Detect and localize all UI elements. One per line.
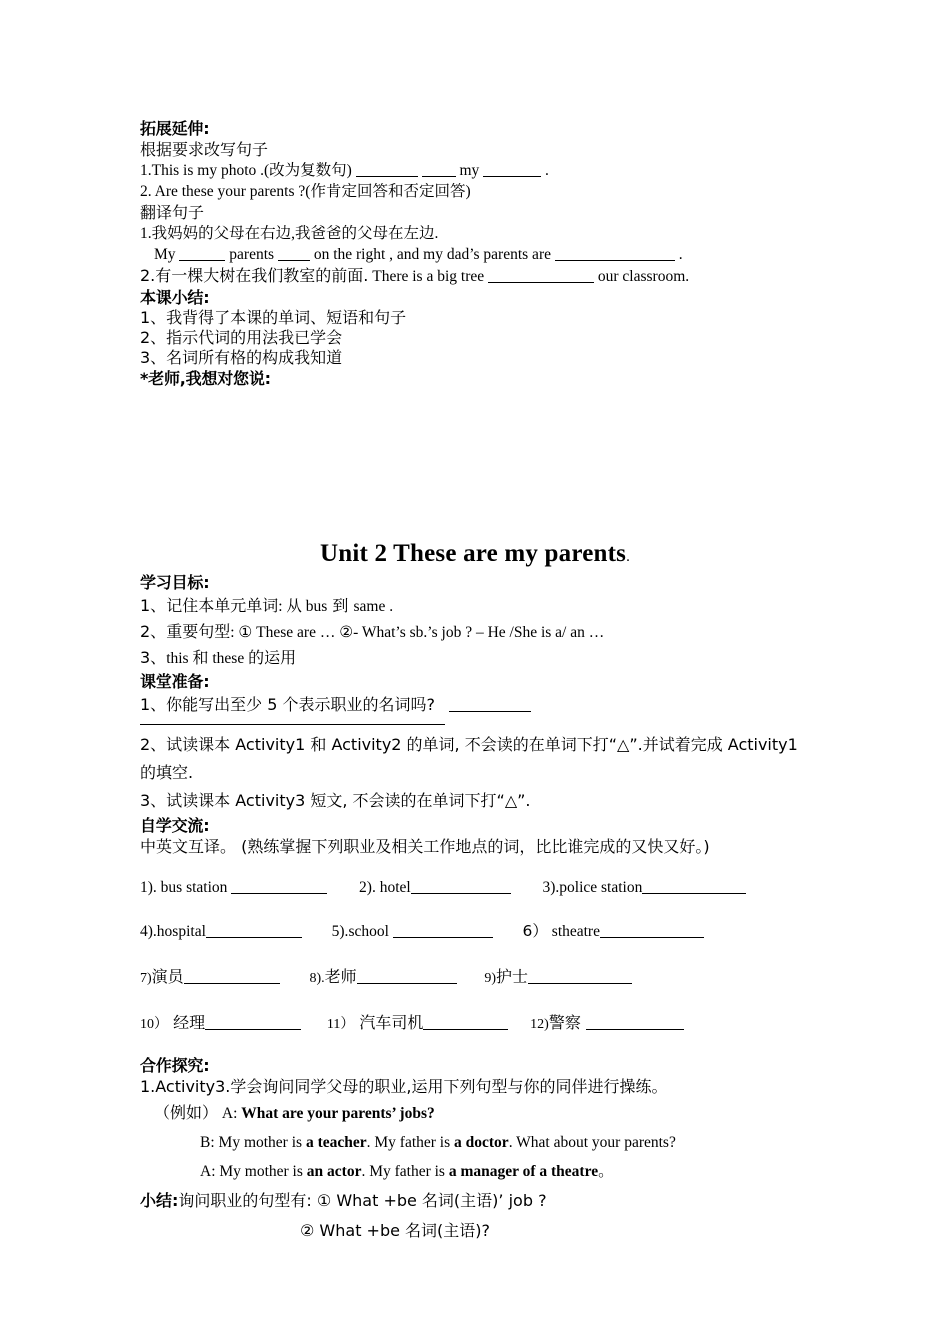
section-prepare [140,671,810,815]
dialog-speaker: B: [200,1133,219,1151]
dialog-speaker: A: [221,1104,242,1122]
goal-item-2-num: 2、 [140,622,167,641]
vocab-item-10-num: 10） [140,1017,168,1032]
dialog-line-a1 [140,1098,810,1128]
answer-blank[interactable] [231,879,327,894]
conclusion-text: 询问职业的句型有: ① What +be 名词(主语)’ job ? [178,1190,547,1210]
vocab-item-12-label: 警察 [548,1013,586,1032]
example-label: （例如） [154,1102,219,1122]
vocab-item-4-label: hospital [156,923,206,940]
vocab-row [140,873,810,902]
dialog-text: 。 [598,1161,614,1180]
goal-item-1-sep: : 从 [278,598,306,615]
summary-item: 3、名词所有格的构成我知道 [140,348,343,367]
extension-item-4 [140,265,810,287]
answer-blank[interactable] [528,969,632,984]
conclusion-text-2: ② What +be 名词(主语)? [300,1220,491,1240]
goal-item-1 [140,593,810,619]
section-summary [140,287,810,389]
goal-item-2 [140,619,810,645]
section-goals [140,572,810,671]
vocab-row [140,1008,810,1039]
answer-blank[interactable] [642,879,746,894]
goal-item-3-num: 3、 [140,648,167,667]
vocab-item-3-num: 3). [542,878,560,896]
answer-blank[interactable] [411,879,511,894]
goal-item-2-sep: : [230,624,239,641]
goal-item-3-en1: this [166,650,193,667]
extension-item-1 [140,160,810,181]
vocab-row [140,962,810,993]
answer-blank[interactable] [676,1016,684,1031]
dialog-text: . My father is [361,1162,449,1180]
answer-midtext: on the right , and my dad’s parents are [313,246,551,263]
dialog-text: My mother is [219,1162,307,1180]
selfstudy-intro: 中英文互译。 (熟练掌握下列职业及相关工作地点的词，比比谁完成的又快又好。) [140,837,710,856]
goal-item-1-cn2: 到 [327,596,354,615]
goal-item-3-cn2: 的运用 [248,648,297,667]
answer-blank[interactable] [488,269,594,284]
section-cooperate [140,1055,810,1246]
extension-instruction: 根据要求改写句子 [140,140,269,159]
answer-blank[interactable] [356,163,418,178]
vocab-item-8-label: 老师 [324,966,357,986]
vocab-item-9-num: 9) [484,970,497,986]
section-extension [140,118,810,287]
goal-item-1-en1: bus [305,598,328,615]
answer-blank[interactable] [586,1016,676,1031]
teacher-note-prompt: *老师,我想对您说: [140,369,271,388]
vocab-item-10-label: 经理 [168,1013,206,1032]
answer-blank[interactable] [449,698,531,713]
dialog-text-bold: a manager of a theatre [448,1162,599,1180]
page-title-text: Unit 2 These are my parents [319,540,627,567]
vocab-item-11-label: 汽车司机 [354,1013,424,1032]
goal-item-1-cn: 记住本单元单词 [166,596,279,615]
vocab-item-6-label: stheatre [547,923,600,940]
goal-item-3 [140,645,810,671]
answer-blank[interactable] [184,969,280,984]
conclusion-line-1 [140,1186,810,1216]
answer-blank[interactable] [422,163,456,178]
answer-blank[interactable] [483,163,541,178]
summary-item: 1、我背得了本课的单词、短语和句子 [140,308,407,327]
answer-blank[interactable] [206,924,302,939]
extension-item-3-answer [140,244,810,265]
extension-item-1-mid: my [459,162,480,179]
goal-item-1-num: 1、 [140,596,167,615]
extension-item-4-cn: 2.有一棵大树在我们教室的前面. [140,266,369,285]
dialog-text: . What about your parents? [508,1133,676,1151]
extension-translate-label: 翻译句子 [140,203,205,222]
answer-blank[interactable] [205,1016,301,1031]
prepare-item-2 [140,731,810,787]
dialog-text-bold: a teacher [305,1133,367,1151]
summary-item: 2、指示代词的用法我已学会 [140,328,343,347]
vocab-item-1-label: bus station [160,878,228,896]
extension-item-4-end: our classroom. [597,268,690,285]
vocab-item-8-num: 8). [309,970,325,986]
goal-item-1-en2: same . [353,598,394,615]
answer-blank[interactable] [600,924,704,939]
goal-item-2-cn: 重要句型 [166,622,231,641]
vocab-item-7-label: 演员 [151,966,184,986]
section-heading-extension: 拓展延伸: [140,119,210,138]
section-heading-summary: 本课小结: [140,288,210,307]
section-selfstudy [140,815,810,1039]
vocab-item-2-num: 2). [359,878,380,896]
answer-blank[interactable] [278,247,310,262]
vocab-item-3-label: police station [559,878,643,896]
prepare-item-1 [140,692,810,718]
vocab-item-12-num: 12) [530,1017,549,1032]
page-title-trailing-dot: . [626,549,631,565]
prepare-item-3 [140,787,810,815]
page-title [140,539,810,572]
blank-writing-area [140,389,810,539]
dialog-text: My mother is [218,1133,306,1151]
answer-blank[interactable] [179,247,225,262]
dialog-line-b [140,1128,810,1157]
answer-blank[interactable] [393,924,493,939]
goal-item-3-en2: these [208,650,249,667]
answer-prefix: My [154,246,176,263]
cooperate-task [140,1076,810,1098]
extension-item-2: 2. Are these your parents ?(作肯定回答和否定回答) [140,183,471,200]
vocab-item-5-label: school [348,923,393,940]
prepare-item-3-text: 3、试读课本 Activity3 短文, 不会读的在单词下打“△”. [140,791,531,810]
vocab-item-9-label: 护士 [496,966,529,986]
vocab-item-6-num: 6） [522,922,548,940]
section-heading-cooperate: 合作探究: [140,1055,210,1075]
prepare-item-1-text: 1、你能写出至少 5 个表示职业的名词吗? [140,695,436,714]
extension-item-3: 1.我妈妈的父母在右边,我爸爸的父母在左边. [140,225,439,242]
cooperate-task-text: 1.Activity3.学会询问同学父母的职业,运用下列句型与你的同伴进行操练。 [140,1076,668,1096]
dialog-speaker: A: [200,1162,220,1180]
vocab-item-5-num: 5). [331,923,349,940]
prepare-item-2-text: 2、试读课本 Activity1 和 Activity2 的单词, 不会读的在单词下打“△”.并试着完成 Activity1 的填空. [140,735,798,782]
section-heading-prepare: 课堂准备: [140,672,210,691]
answer-blank[interactable] [357,969,457,984]
vocab-row [140,917,810,946]
vocab-item-11-num: 11） [326,1017,355,1032]
dialog-text: What are your parents’ jobs? [241,1104,435,1122]
section-heading-selfstudy: 自学交流: [140,816,210,835]
vocab-item-7-num: 7) [140,970,152,986]
vocab-item-4-num: 4). [140,923,157,940]
dialog-text: . My father is [366,1133,455,1151]
goal-item-2-en: ① These are … ②- What’s sb.’s job ? – He /She is a/ an … [238,624,605,641]
dialog-text-bold: an actor [306,1162,362,1180]
extension-item-4-en: There is a big tree [372,268,485,285]
section-heading-goals: 学习目标: [140,573,210,592]
goal-item-3-cn1: 和 [192,648,209,667]
extension-item-1-text: 1.This is my photo .(改为复数句) [140,162,352,179]
answer-blank[interactable] [423,1016,508,1031]
answer-blank[interactable] [555,247,675,262]
answer-word-parents: parents [229,246,275,263]
dialog-line-a2 [140,1157,810,1186]
answer-period: . [678,246,683,263]
conclusion-label: 小结: [140,1190,179,1210]
dialog-text-bold: a doctor [454,1133,509,1151]
conclusion-line-2 [140,1216,810,1246]
vocab-item-1-num: 1). [140,878,161,896]
extension-item-1-end: . [545,162,549,179]
vocab-item-2-label: hotel [379,878,411,896]
